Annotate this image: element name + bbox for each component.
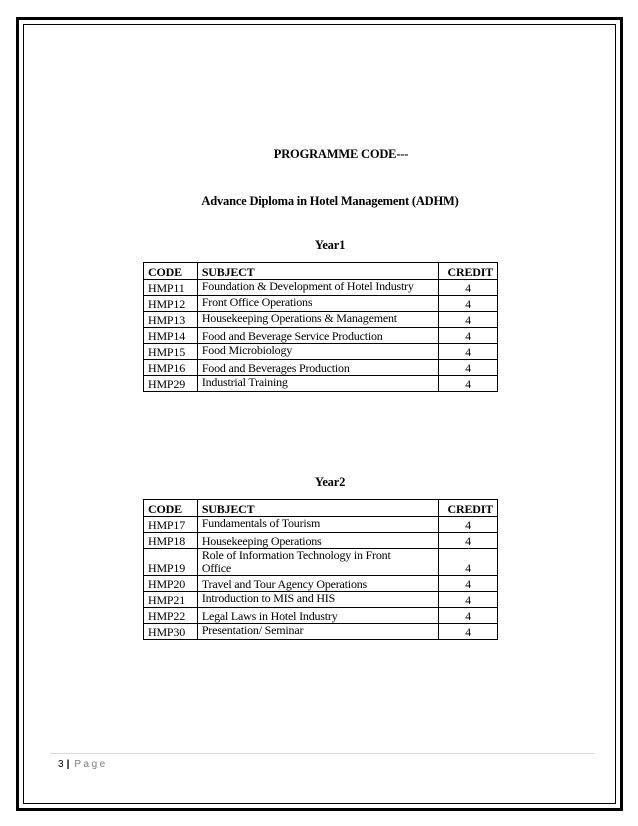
course-credit: 4 bbox=[439, 280, 498, 296]
course-credit: 4 bbox=[439, 533, 498, 549]
column-header-credit: CREDIT bbox=[439, 500, 498, 517]
course-code: HMP19 bbox=[144, 549, 198, 576]
course-code: HMP11 bbox=[144, 280, 198, 296]
course-code: HMP21 bbox=[144, 592, 198, 608]
course-credit: 4 bbox=[439, 517, 498, 533]
programme-name-heading: Advance Diploma in Hotel Management (ADHM) bbox=[201, 194, 459, 208]
year1-title: Year1 bbox=[314, 238, 346, 252]
course-credit: 4 bbox=[439, 549, 498, 576]
course-code: HMP14 bbox=[144, 328, 198, 344]
footer-separator: | bbox=[66, 759, 70, 770]
table-row bbox=[144, 517, 498, 533]
year2-table bbox=[143, 499, 498, 640]
course-subject: Food Microbiology bbox=[197, 344, 438, 360]
course-subject: Fundamentals of Tourism bbox=[197, 517, 438, 533]
course-subject: Introduction to MIS and HIS bbox=[197, 592, 438, 608]
course-subject: Legal Laws in Hotel Industry bbox=[197, 608, 438, 624]
table-row bbox=[144, 280, 498, 296]
page-footer bbox=[58, 759, 108, 770]
table-row bbox=[144, 624, 498, 640]
course-credit: 4 bbox=[439, 624, 498, 640]
table-header-row bbox=[144, 500, 498, 517]
course-credit: 4 bbox=[439, 592, 498, 608]
table-row bbox=[144, 549, 498, 576]
table-row bbox=[144, 296, 498, 312]
column-header-credit: CREDIT bbox=[439, 263, 498, 280]
course-code: HMP30 bbox=[144, 624, 198, 640]
course-subject: Housekeeping Operations & Management bbox=[197, 312, 438, 328]
column-header-code: CODE bbox=[144, 500, 198, 517]
course-credit: 4 bbox=[439, 608, 498, 624]
course-subject: Industrial Training bbox=[197, 376, 438, 392]
course-subject: Presentation/ Seminar bbox=[197, 624, 438, 640]
course-credit: 4 bbox=[439, 360, 498, 376]
course-code: HMP20 bbox=[144, 576, 198, 592]
table-row bbox=[144, 533, 498, 549]
course-credit: 4 bbox=[439, 576, 498, 592]
course-credit: 4 bbox=[439, 376, 498, 392]
course-subject: Foundation & Development of Hotel Industry bbox=[197, 280, 438, 296]
course-code: HMP17 bbox=[144, 517, 198, 533]
page-label: Page bbox=[74, 759, 108, 770]
table-row bbox=[144, 344, 498, 360]
course-code: HMP13 bbox=[144, 312, 198, 328]
programme-code-heading: PROGRAMME CODE--- bbox=[273, 147, 409, 161]
table-row bbox=[144, 576, 498, 592]
table-row bbox=[144, 376, 498, 392]
course-subject: Housekeeping Operations bbox=[197, 533, 438, 549]
table-row bbox=[144, 592, 498, 608]
column-header-code: CODE bbox=[144, 263, 198, 280]
course-code: HMP15 bbox=[144, 344, 198, 360]
course-subject-line-1: Role of Information Technology in Front bbox=[201, 548, 391, 562]
course-code: HMP16 bbox=[144, 360, 198, 376]
column-header-subject: SUBJECT bbox=[197, 500, 438, 517]
course-credit: 4 bbox=[439, 296, 498, 312]
course-credit: 4 bbox=[439, 312, 498, 328]
course-credit: 4 bbox=[439, 328, 498, 344]
table-row bbox=[144, 360, 498, 376]
table-row bbox=[144, 312, 498, 328]
course-code: HMP29 bbox=[144, 376, 198, 392]
page-number: 3 bbox=[58, 759, 64, 770]
year2-title: Year2 bbox=[314, 475, 346, 489]
course-code: HMP22 bbox=[144, 608, 198, 624]
course-credit: 4 bbox=[439, 344, 498, 360]
course-subject: Front Office Operations bbox=[197, 296, 438, 312]
course-code: HMP18 bbox=[144, 533, 198, 549]
course-subject-line-2: Office bbox=[201, 561, 232, 575]
column-header-subject: SUBJECT bbox=[197, 263, 438, 280]
footer-divider bbox=[50, 753, 594, 754]
year1-table bbox=[143, 262, 498, 392]
course-subject: Food and Beverages Production bbox=[197, 360, 438, 376]
page-border-inner bbox=[23, 24, 616, 804]
course-subject bbox=[197, 549, 438, 576]
course-subject: Travel and Tour Agency Operations bbox=[197, 576, 438, 592]
table-row bbox=[144, 328, 498, 344]
table-header-row bbox=[144, 263, 498, 280]
course-subject: Food and Beverage Service Production bbox=[197, 328, 438, 344]
course-code: HMP12 bbox=[144, 296, 198, 312]
table-row bbox=[144, 608, 498, 624]
